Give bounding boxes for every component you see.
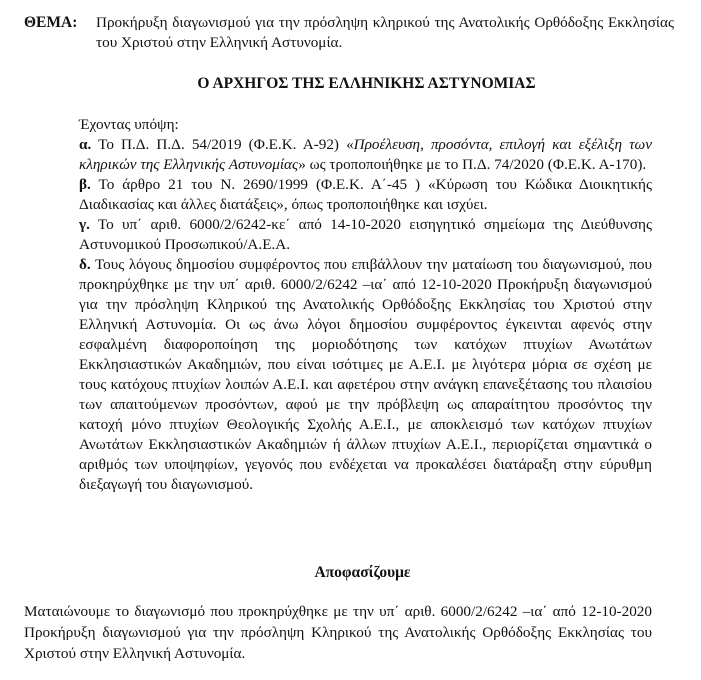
- item-text: Το άρθρο 21 του Ν. 2690/1999 (Φ.Ε.Κ. Α΄-45 ) «Κύρωση του Κώδικα Διοικητικής Διαδικασίας και άλλες διατάξεις», όπως τροποποιήθηκε και ισχύει.: [79, 176, 652, 213]
- consideration-item-a: [79, 135, 652, 175]
- item-label: δ.: [79, 256, 91, 273]
- subject-text: Προκήρυξη διαγωνισμού για την πρόσληψη κληρικού της Ανατολικής Ορθόδοξης Εκκλησίας του Χριστού στην Ελληνική Αστυνομία.: [96, 14, 674, 51]
- authority-heading: Ο ΑΡΧΗΓΟΣ ΤΗΣ ΕΛΛΗΝΙΚΗΣ ΑΣΤΥΝΟΜΙΑΣ: [197, 75, 536, 92]
- item-label: γ.: [79, 216, 90, 233]
- decision-text: Ματαιώνουμε το διαγωνισμό που προκηρύχθηκε με την υπ΄ αριθ. 6000/2/6242 –ια΄ από 12-10-2020 Προκήρυξη διαγωνισμού για την πρόσληψη Κληρικού της Ανατολικής Ορθόδοξης Εκκλησίας του Χριστού στην Ελληνική Αστυνομία.: [24, 603, 652, 662]
- consideration-item-c: [79, 215, 652, 255]
- item-text: Τους λόγους δημοσίου συμφέροντος που επιβάλλουν την ματαίωση του διαγωνισμού, που προκηρύχθηκε με την υπ΄ αριθ. 6000/2/6242 –ια΄ από 12-10-2020 Προκήρυξη διαγωνισμού για την πρόσληψη Κληρικού της Ανατολικής Ορθόδοξης Εκκλησίας του Χριστού στην Ελληνική Αστυνομία. Οι ως άνω λόγοι δημοσίου συμφέροντος έγκεινται αφενός στην εσφαλμένη διαφοροποίηση της μοριοδότησης των κατόχων πτυχίων Ανωτάτων Εκκλησιαστικών Ακαδημιών, που είναι ισότιμες με Α.Ε.Ι. με λιγότερα μόρια σε σχέση με τους κατόχους πτυχίων λοιπών Α.Ε.Ι. και αφετέρου στην ανάγκη επανεξέτασης του πλαισίου των απαιτούμενων προσόντων, αφού με την πρόβλεψη ως απαραίτητου προσόντος την κατοχή μόνο πτυχίων Θεολογικής Σχολής Α.Ε.Ι., με αποκλεισμό των κατόχων πτυχίων Ανωτάτων Εκκλησιαστικών Ακαδημιών ή άλλων πτυχίων Α.Ε.Ι., περιορίζεται σημαντικά ο αριθμός των υποψηφίων, γεγονός που ενδέχεται να προκαλέσει διατάραξη στην εύρυθμη διεξαγωγή του διαγωνισμού.: [79, 256, 652, 493]
- item-italic-title: Προέλευση, προσόντα, επιλογή και εξέλιξη των κληρικών της Ελληνικής Αστυνομίας: [79, 136, 652, 173]
- item-label: β.: [79, 176, 91, 193]
- item-label: α.: [79, 136, 92, 153]
- item-text-before: Το Π.Δ. Π.Δ. 54/2019 (Φ.Ε.Κ. Α-92) «: [98, 136, 354, 153]
- subject-line: [24, 13, 674, 53]
- item-text: Το υπ΄ αριθ. 6000/2/6242-κε΄ από 14-10-2020 εισηγητικό σημείωμα της Διεύθυνσης Αστυνομικού Προσωπικού/Α.Ε.Α.: [79, 216, 653, 253]
- considerations-section: [79, 115, 652, 495]
- decision-heading: Αποφασίζουμε: [314, 564, 411, 581]
- consideration-item-b: [79, 175, 652, 215]
- subject-label: ΘΕΜΑ:: [24, 14, 78, 31]
- considering-label: Έχοντας υπόψη:: [79, 116, 179, 133]
- consideration-item-d: [79, 255, 652, 495]
- item-text-after: » ως τροποποιήθηκε με το Π.Δ. 74/2020 (Φ.Ε.Κ. Α-170).: [298, 156, 647, 173]
